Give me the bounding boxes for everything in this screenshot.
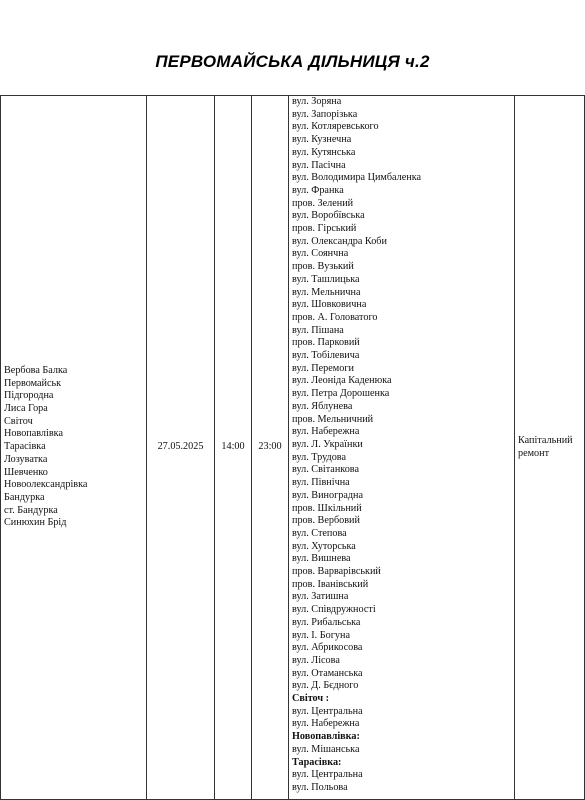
street-item: вул. Котляревського <box>292 121 379 133</box>
street-item: вул. Затишна <box>292 591 349 603</box>
street-item: вул. Кутянська <box>292 146 356 158</box>
locality-item: Тарасівка <box>4 441 46 453</box>
date-cell: 27.05.2025 <box>147 96 215 800</box>
street-item: вул. І. Богуна <box>292 629 350 641</box>
street-item: вул. Яблунева <box>292 400 353 412</box>
street-item: вул. Зоряна <box>292 96 342 107</box>
work-type-cell: Капітальний ремонт <box>515 96 585 800</box>
street-item: вул. Набережна <box>292 426 360 438</box>
street-item: вул. Хуторська <box>292 540 356 552</box>
street-item: вул. Степова <box>292 527 347 539</box>
street-item: пров. Шкільний <box>292 502 362 514</box>
street-item: вул. Л. Українки <box>292 438 363 450</box>
street-item: вул. Вишнева <box>292 553 351 565</box>
locality-item: Новоолександрівка <box>4 479 88 491</box>
street-item: вул. Абрикосова <box>292 642 363 654</box>
locality-item: Бандурка <box>4 491 45 503</box>
localities-list <box>4 365 143 530</box>
street-item: вул. Трудова <box>292 451 347 463</box>
table-row <box>1 96 585 800</box>
locality-item: Первомайськ <box>4 377 62 389</box>
street-item: пров. Мельничний <box>292 413 374 425</box>
end-time-cell: 23:00 <box>252 96 289 800</box>
street-item: вул. Леоніда Каденюка <box>292 375 392 387</box>
street-item: вул. Тобілевича <box>292 350 360 362</box>
start-time-cell: 14:00 <box>215 96 252 800</box>
locality-item: Вербова Балка <box>4 364 68 376</box>
street-item: вул. Виноградна <box>292 489 364 501</box>
street-item: пров. Парковий <box>292 337 360 349</box>
street-item: вул. Д. Бєдного <box>292 680 359 692</box>
street-item: вул. Пасічна <box>292 159 346 171</box>
locality-item: Шевченко <box>4 466 48 478</box>
street-item: вул. Світанкова <box>292 464 359 476</box>
street-item: пров. Вузький <box>292 261 354 273</box>
street-item: вул. Отаманська <box>292 667 363 679</box>
outage-schedule-table <box>0 95 585 800</box>
street-item: вул. Польова <box>292 781 348 793</box>
street-item: вул. Пішана <box>292 324 344 336</box>
page-title: ПЕРВОМАЙСЬКА ДІЛЬНИЦЯ ч.2 <box>155 52 430 71</box>
street-item: пров. Гірський <box>292 223 357 235</box>
street-item: вул. Лісова <box>292 654 340 666</box>
locality-group-heading: Світоч : <box>292 693 330 705</box>
locality-item: Новопавлівка <box>4 428 63 440</box>
street-item: пров. Вербовий <box>292 515 360 527</box>
street-item: вул. Мішанська <box>292 743 360 755</box>
street-item: вул. Співдружності <box>292 604 376 616</box>
locality-item: Синюхин Брід <box>4 517 67 529</box>
street-item: вул. Перемоги <box>292 362 354 374</box>
street-item: пров. Іванівський <box>292 578 369 590</box>
street-item: вул. Петра Дорошенка <box>292 388 390 400</box>
street-item: вул. Мельнична <box>292 286 361 298</box>
street-item: вул. Північна <box>292 477 350 489</box>
locality-item: Лозуватка <box>4 453 48 465</box>
locality-group-heading: Тарасівка: <box>292 756 342 768</box>
street-item: пров. А. Головатого <box>292 311 378 323</box>
street-item: вул. Франка <box>292 184 344 196</box>
street-item: вул. Запорізька <box>292 108 358 120</box>
street-item: вул. Кузнечна <box>292 134 352 146</box>
locality-item: Лиса Гора <box>4 403 48 415</box>
street-item: вул. Рибальська <box>292 616 361 628</box>
locality-group-heading: Новопавлівка: <box>292 731 360 743</box>
streets-cell <box>289 96 515 800</box>
street-item: вул. Воробївська <box>292 210 365 222</box>
street-item: вул. Центральна <box>292 705 363 717</box>
street-item: вул. Ташлицька <box>292 273 360 285</box>
street-item: вул. Центральна <box>292 769 363 781</box>
street-item: вул. Володимира Цимбаленка <box>292 172 422 184</box>
street-item: вул. Шовковична <box>292 299 367 311</box>
street-item: пров. Зелений <box>292 197 354 209</box>
street-item: вул. Набережна <box>292 718 360 730</box>
localities-cell <box>1 96 147 800</box>
locality-item: Світоч <box>4 415 33 427</box>
street-item: вул. Соянчна <box>292 248 349 260</box>
locality-item: ст. Бандурка <box>4 504 58 516</box>
locality-item: Підгородна <box>4 390 54 402</box>
streets-list <box>292 96 511 795</box>
street-item: пров. Варварівський <box>292 566 381 578</box>
street-item: вул. Олександра Коби <box>292 235 387 247</box>
